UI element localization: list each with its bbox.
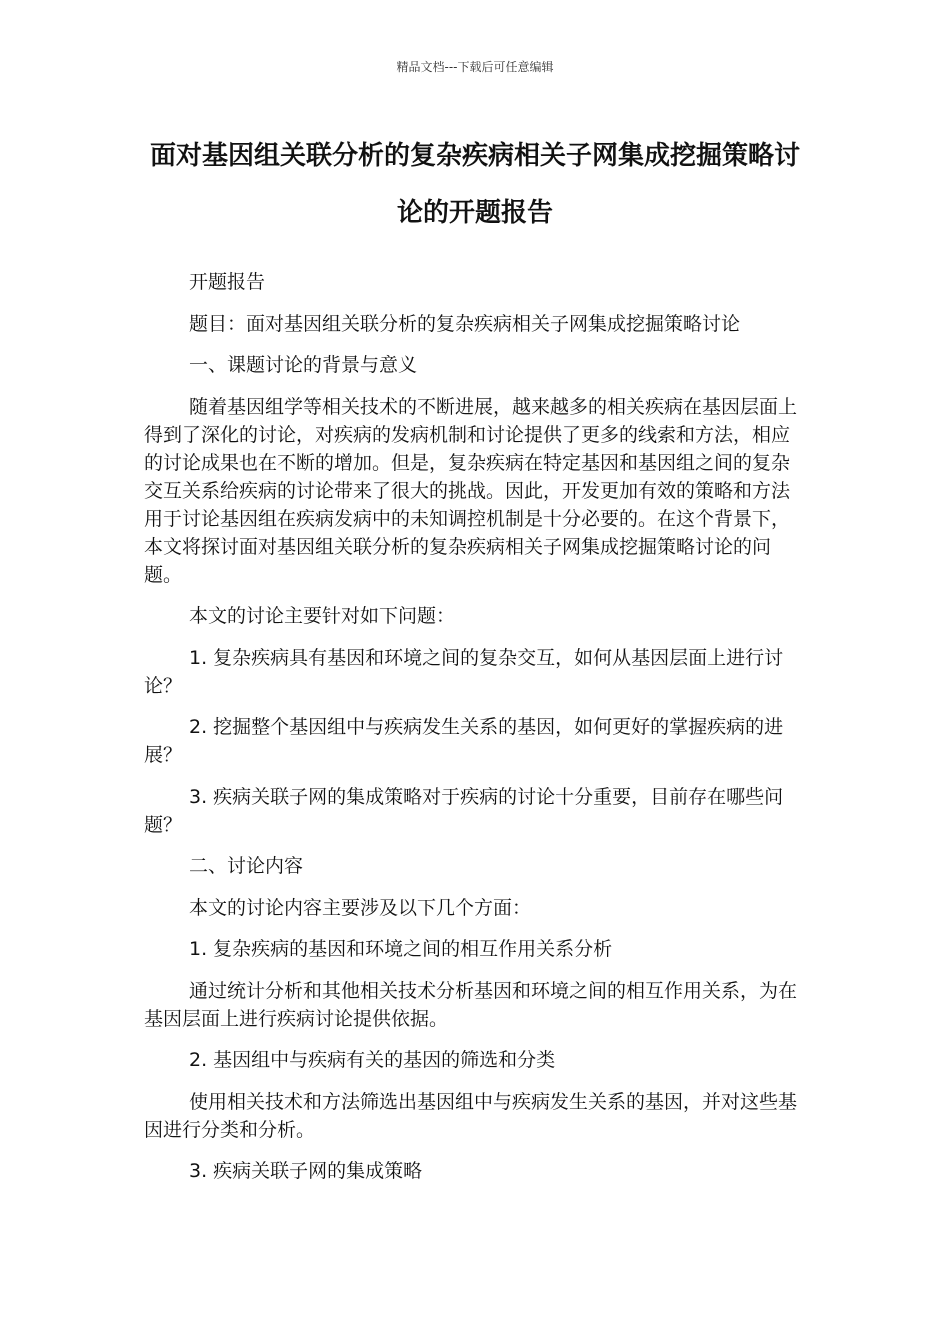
section-heading-content: 二、讨论内容 [189,855,304,877]
content-item-3-heading: 3. 疾病关联子网的集成策略 [189,1160,423,1182]
header-note: 精品文档---下载后可任意编辑 [396,60,554,74]
paragraph-topic: 题目：面对基因组关联分析的复杂疾病相关子网集成挖掘策略讨论 [189,312,741,335]
paragraph-background: 随着基因组学等相关技术的不断进展，越来越多的相关疾病在基因层面上得到了深化的讨论，对疾病的发病机制和讨论提供了更多的线索和方法，相应的讨论成果也在不断的增加。但是，复杂疾病在特定基因和基因组之间的复杂交互关系给疾病的讨论带来了很大的挑战。因此，开发更加有效的策略和方法用于讨论基因组在疾病发病中的未知调控机制是十分必要的。在这个背景下，本文将探讨面对基因组关联分析的复杂疾病相关子网集成挖掘策略讨论的问题。 [144,395,798,586]
content-item-2-heading: 2. 基因组中与疾病有关的基因的筛选和分类 [189,1049,556,1071]
paragraph-content-intro: 本文的讨论内容主要涉及以下几个方面： [189,896,532,919]
paragraph-report-label: 开题报告 [189,271,266,293]
question-item-1: 1. 复杂疾病具有基因和环境之间的复杂交互，如何从基因层面上进行讨论？ [144,646,784,697]
content-item-1-heading: 1. 复杂疾病的基因和环境之间的相互作用关系分析 [189,938,613,960]
document-body [144,268,800,1199]
question-item-3: 3. 疾病关联子网的集成策略对于疾病的讨论十分重要，目前存在哪些问题？ [144,785,784,836]
paragraph-questions-intro: 本文的讨论主要针对如下问题： [189,605,456,627]
question-item-2: 2. 挖掘整个基因组中与疾病发生关系的基因，如何更好的掌握疾病的进展？ [144,716,784,766]
content-item-2-body: 使用相关技术和方法筛选出基因组中与疾病发生关系的基因，并对这些基因进行分类和分析。 [144,1090,798,1141]
section-heading-background: 一、课题讨论的背景与意义 [189,354,418,376]
content-item-1-body: 通过统计分析和其他相关技术分析基因和环境之间的相互作用关系，为在基因层面上进行疾病讨论提供依据。 [144,979,798,1030]
document-title: 面对基因组关联分析的复杂疾病相关子网集成挖掘策略讨论的开题报告 [149,141,800,228]
